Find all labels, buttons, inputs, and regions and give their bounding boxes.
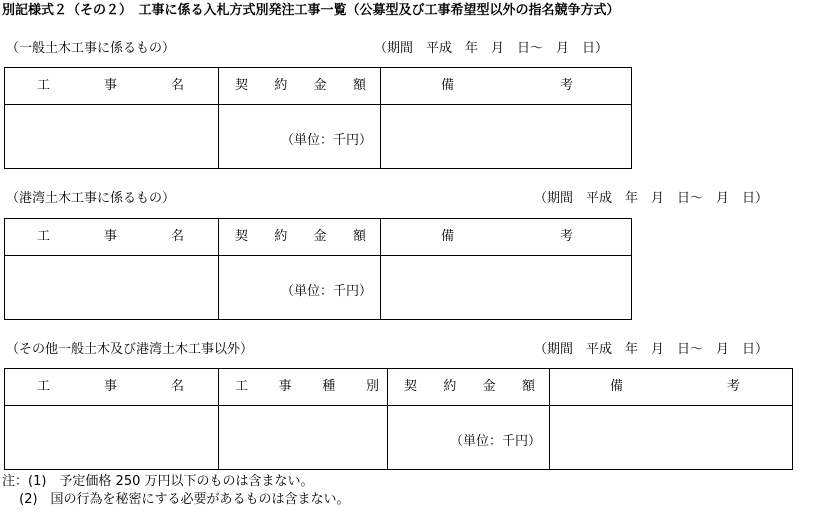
cell-keiyaku-kingaku[interactable]	[219, 256, 381, 320]
cell-keiyaku-kingaku[interactable]	[219, 105, 381, 169]
table-general-civil	[4, 67, 632, 169]
table-header-row	[5, 68, 632, 105]
note-2: (2) 国の行為を秘密にする必要があるものは含まない。	[2, 492, 350, 507]
cell-koji-mei[interactable]	[5, 105, 219, 169]
unit-label: （単位：千円）	[280, 284, 372, 299]
header-koji-shubetsu: 工 事 種 別	[219, 369, 388, 406]
table-header-row	[5, 369, 793, 406]
table-row	[5, 406, 793, 470]
header-biko: 備 考	[550, 369, 793, 406]
cell-keiyaku-kingaku[interactable]	[388, 406, 550, 470]
header-keiyaku-kingaku: 契 約 金 額	[388, 369, 550, 406]
table-header-row	[5, 219, 632, 256]
table-port-civil	[4, 218, 632, 320]
header-keiyaku-kingaku: 契 約 金 額	[219, 219, 381, 256]
table-row	[5, 256, 632, 320]
section-period-port-civil: （期間 平成 年 月 日～ 月 日）	[534, 191, 769, 206]
header-koji-mei: 工 事 名	[5, 369, 219, 406]
cell-koji-mei[interactable]	[5, 256, 219, 320]
section-period-other: （期間 平成 年 月 日～ 月 日）	[534, 342, 769, 357]
header-biko: 備 考	[381, 68, 632, 105]
section-heading-port-civil: （港湾土木工事に係るもの）	[6, 191, 176, 206]
cell-biko[interactable]	[550, 406, 793, 470]
document-title: 別記様式２（その２） 工事に係る入札方式別発注工事一覧（公募型及び工事希望型以外の指名競争方式）	[2, 3, 620, 18]
table-other	[4, 368, 793, 470]
header-koji-mei: 工 事 名	[5, 219, 219, 256]
table-row	[5, 105, 632, 169]
note-1: 注：(1) 予定価格 250 万円以下のものは含まない。	[2, 474, 314, 489]
section-heading-other: （その他一般土木及び港湾土木工事以外）	[6, 342, 254, 357]
unit-label: （単位：千円）	[449, 434, 541, 449]
header-koji-mei: 工 事 名	[5, 68, 219, 105]
cell-biko[interactable]	[381, 256, 632, 320]
cell-koji-shubetsu[interactable]	[219, 406, 388, 470]
section-heading-general-civil: （一般土木工事に係るもの）	[6, 41, 176, 56]
header-keiyaku-kingaku: 契 約 金 額	[219, 68, 381, 105]
cell-koji-mei[interactable]	[5, 406, 219, 470]
cell-biko[interactable]	[381, 105, 632, 169]
header-biko: 備 考	[381, 219, 632, 256]
section-period-general-civil: （期間 平成 年 月 日～ 月 日）	[374, 41, 609, 56]
unit-label: （単位：千円）	[280, 133, 372, 148]
